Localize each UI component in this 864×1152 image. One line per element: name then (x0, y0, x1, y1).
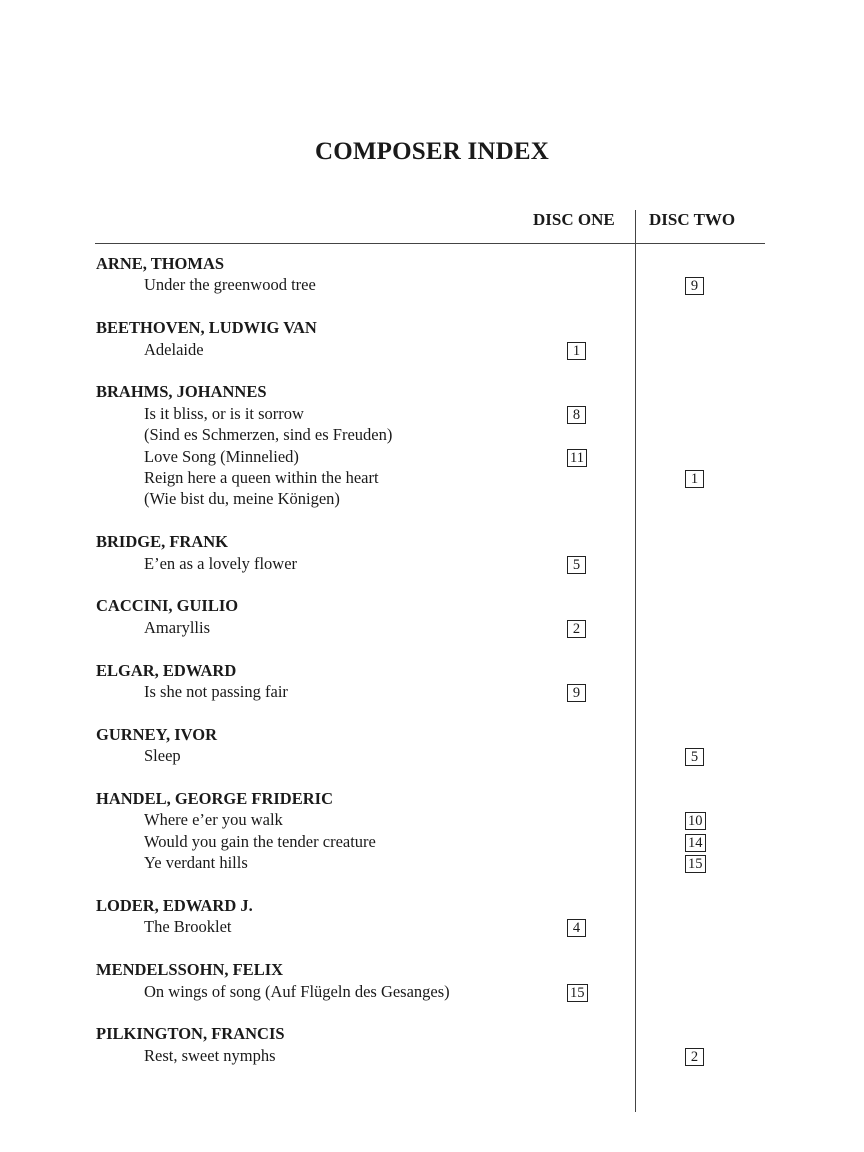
disc-one-track-number: 2 (567, 620, 586, 638)
composer-name: ARNE, THOMAS (96, 254, 225, 273)
disc-one-track-number: 5 (567, 556, 586, 574)
disc-two-track-number: 2 (685, 1048, 704, 1066)
song-title: Amaryllis (144, 617, 210, 637)
composer-name: BRAHMS, JOHANNES (96, 382, 267, 402)
song-title: Sleep (144, 746, 181, 766)
composer-name: CACCINI, GUILIO (96, 596, 239, 616)
song-title: E’en as a lovely flower (144, 553, 298, 573)
disc-one-track-number: 8 (567, 406, 586, 424)
song-title: Rest, sweet nymphs (144, 1045, 276, 1065)
page-title: COMPOSER INDEX (314, 138, 550, 165)
song-title: Is she not passing fair (144, 682, 288, 701)
song-title: The Brooklet (144, 917, 232, 937)
song-title: Ye verdant hills (144, 853, 248, 873)
disc-two-track-number: 9 (685, 277, 704, 295)
composer-name: ELGAR, EDWARD (96, 660, 237, 680)
disc-one-track-number: 1 (567, 342, 586, 360)
column-header-disc-one: DISC ONE (533, 210, 615, 229)
composer-name: GURNEY, IVOR (96, 724, 217, 744)
disc-two-track-number: 5 (685, 748, 704, 766)
disc-two-track-number: 1 (685, 470, 704, 488)
composer-name: BRIDGE, FRANK (96, 532, 229, 552)
disc-two-track-number: 14 (685, 834, 706, 852)
composer-name: BEETHOVEN, LUDWIG VAN (96, 318, 317, 338)
column-header-disc-two: DISC TWO (649, 210, 736, 229)
disc-two-track-number: 10 (685, 812, 706, 830)
disc-one-track-number: 9 (567, 684, 586, 702)
disc-two-track-number: 15 (685, 855, 706, 873)
song-title: Under the greenwood tree (144, 275, 316, 295)
song-title: Would you gain the tender creature (144, 831, 376, 851)
composer-name: HANDEL, GEORGE FRIDERIC (96, 789, 333, 808)
song-title: Love Song (Minnelied) (144, 446, 299, 466)
song-title: Where e’er you walk (144, 810, 283, 830)
header-divider (95, 243, 765, 244)
song-title: On wings of song (Auf Flügeln des Gesanges) (144, 981, 450, 1001)
column-divider (635, 210, 636, 1112)
song-title: Reign here a queen within the heart (144, 468, 379, 487)
song-title: Adelaide (144, 339, 204, 359)
disc-one-track-number: 15 (567, 984, 588, 1002)
song-title: (Wie bist du, meine Königen) (144, 489, 340, 509)
disc-one-track-number: 4 (567, 919, 586, 937)
song-title: Is it bliss, or is it sorrow (144, 403, 304, 423)
composer-name: PILKINGTON, FRANCIS (96, 1024, 285, 1044)
song-title: (Sind es Schmerzen, sind es Freuden) (144, 425, 393, 445)
composer-name: LODER, EDWARD J. (96, 896, 253, 915)
composer-name: MENDELSSOHN, FELIX (96, 960, 284, 980)
disc-one-track-number: 11 (567, 449, 587, 467)
